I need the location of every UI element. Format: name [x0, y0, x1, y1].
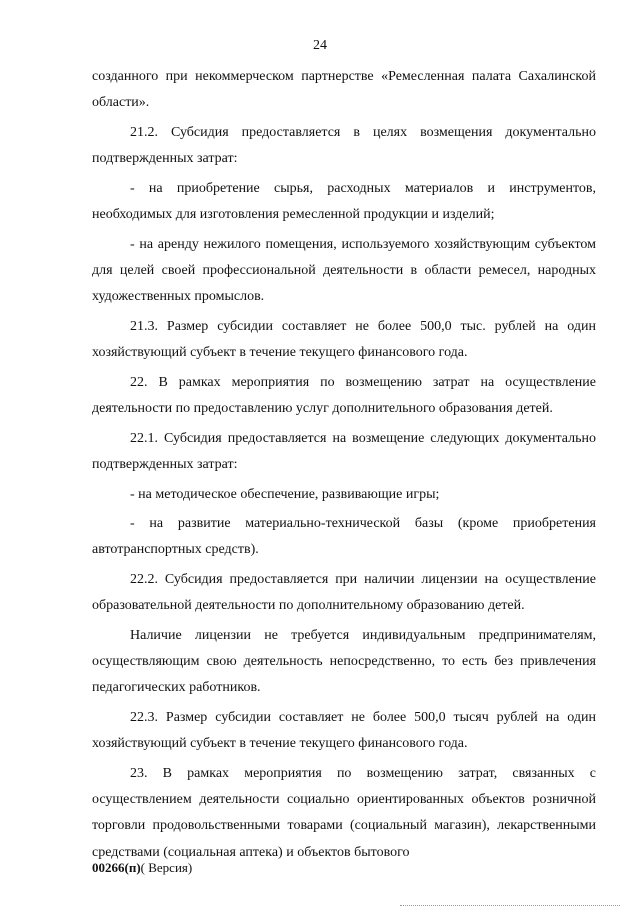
- paragraph: созданного при некоммерческом партнерстве «Ремесленная палата Сахалинской области».: [92, 69, 596, 111]
- list-item: - на приобретение сырья, расходных материалов и инструментов, необходимых для изготовления ремесленной продукции и изделий;: [92, 180, 596, 223]
- document-body: [92, 64, 596, 869]
- list-item: - на методическое обеспечение, развивающие игры;: [130, 486, 440, 502]
- paragraph: 22. В рамках мероприятия по возмещению затрат на осуществление деятельности по предоставлению услуг дополнительного образования детей.: [92, 374, 596, 416]
- paragraph: 23. В рамках мероприятия по возмещению затрат, связанных с осуществлением деятельности социально ориентированных объектов розничной торговли продовольственными товарами (социальный магазин), лекарственными средствами (социальная аптека) и объектов бытового: [92, 766, 596, 860]
- document-footer: [92, 860, 192, 876]
- page-number: 24: [313, 38, 327, 53]
- document-code: 00266(п): [92, 860, 141, 875]
- paragraph: Наличие лицензии не требуется индивидуальным предпринимателям, осуществляющим свою деятельность непосредственно, то есть без привлечения педагогических работников.: [92, 628, 596, 696]
- version-label: ( Версия): [140, 860, 193, 875]
- list-item: - на аренду нежилого помещения, используемого хозяйствующим субъектом для целей своей профессиональной деятельности в области ремесел, народных художественных промыслов.: [92, 236, 596, 305]
- paragraph: 22.2. Субсидия предоставляется при наличии лицензии на осуществление образовательной деятельности по дополнительному образованию детей.: [92, 572, 596, 614]
- list-item: - на развитие материально-технической базы (кроме приобретения автотранспортных средств).: [92, 516, 596, 558]
- paragraph: 22.1. Субсидия предоставляется на возмещение следующих документально подтвержденных затрат:: [92, 430, 596, 472]
- paragraph: 22.3. Размер субсидии составляет не более 500,0 тысяч рублей на один хозяйствующий субъект в течение текущего финансового года.: [92, 710, 596, 752]
- paragraph: 21.2. Субсидия предоставляется в целях возмещения документально подтвержденных затрат:: [92, 124, 596, 167]
- paragraph: 21.3. Размер субсидии составляет не более 500,0 тыс. рублей на один хозяйствующий субъект в течение текущего финансового года.: [92, 318, 596, 361]
- scan-artifact-line: [400, 905, 620, 907]
